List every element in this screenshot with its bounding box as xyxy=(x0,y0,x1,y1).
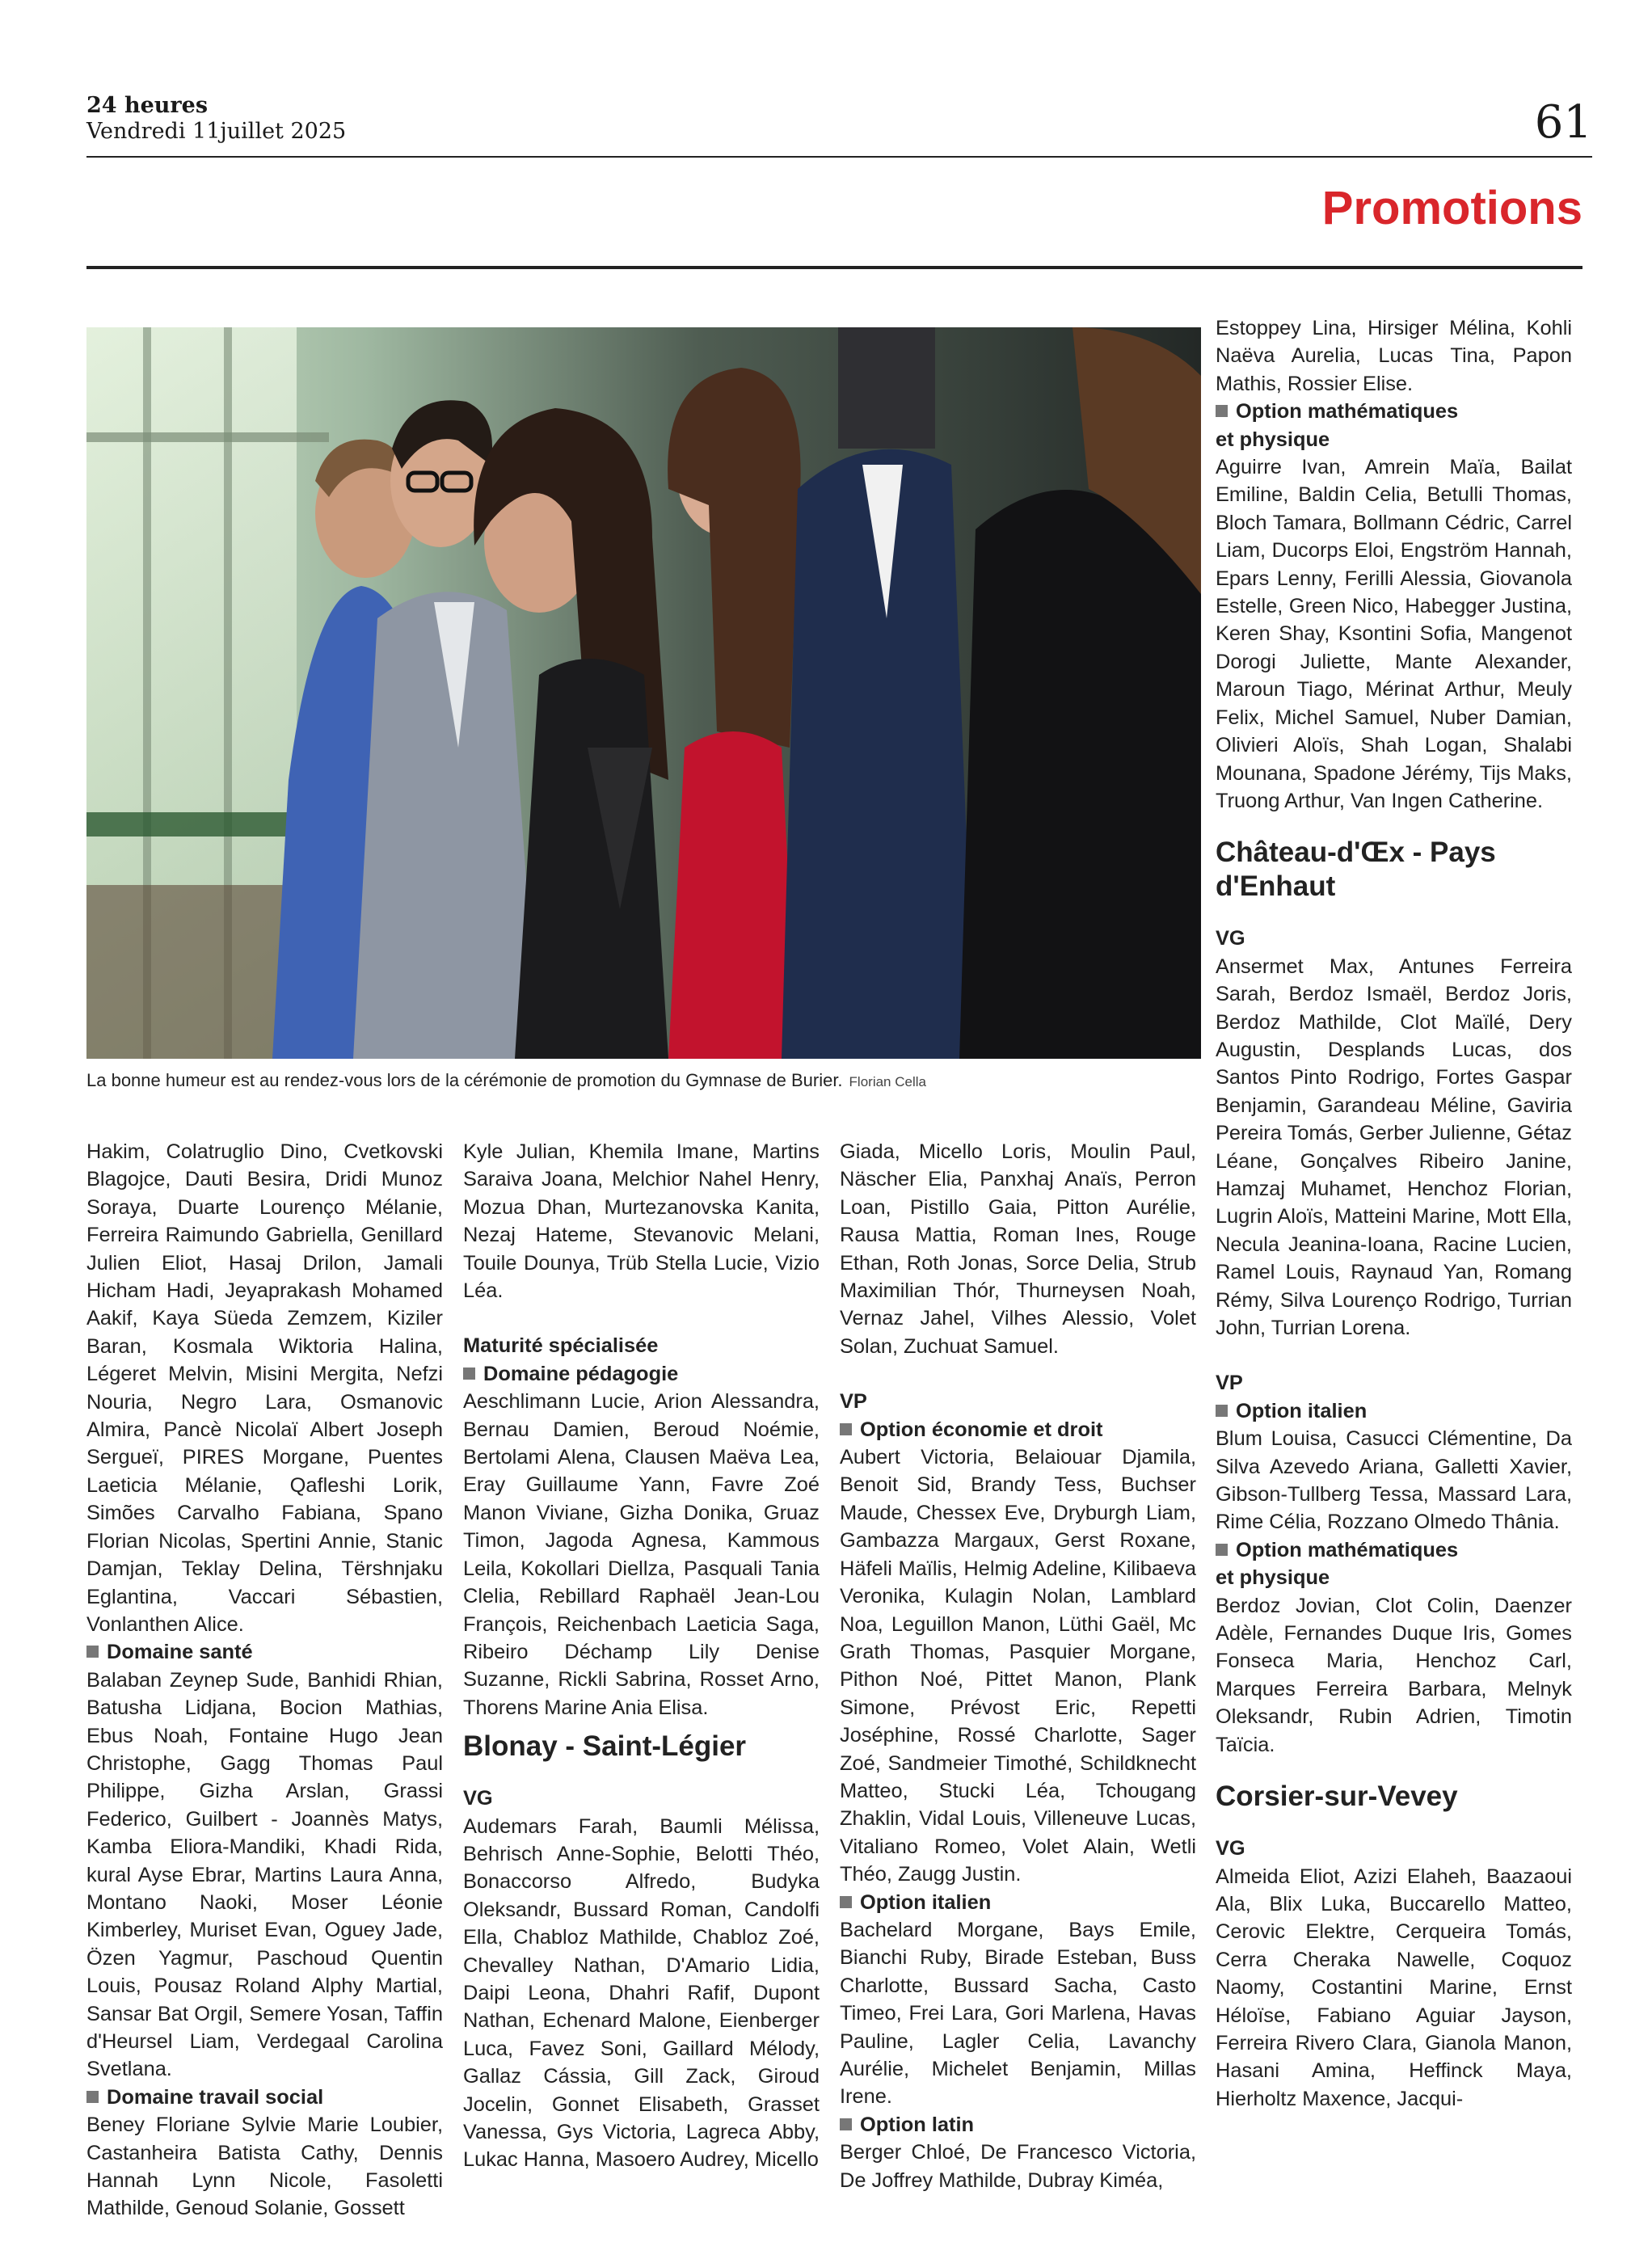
name-list: Estoppey Lina, Hirsiger Mélina, Kohli Naëva Aurelia, Lucas Tina, Papon Mathis, Rossier Elise. xyxy=(1216,317,1572,395)
column-4 xyxy=(1216,314,1572,2113)
subheading-et-physique: et physique xyxy=(1216,1566,1330,1590)
spacer xyxy=(840,1360,1196,1388)
heading-corsier-sur-vevey: Corsier-sur-Vevey xyxy=(1216,1780,1458,1813)
publication-date: Vendredi 11juillet 2025 xyxy=(86,119,347,144)
subheading-option-mathematiques: Option mathématiques xyxy=(1216,398,1572,425)
name-list: Aeschlimann Lucie, Arion Alessandra, Bernau Damien, Beroud Noémie, Bertolami Alena, Clausen Maëva Lea, Eray Guillaume Yann, Favre Zoé Manon Viviane, Gizha Donika, Gruaz Timon, Jagoda Agnesa, Kammous Leila, Kokollari Diellza, Pasquali Tania Clelia, Rebillard Raphaël Jean-Lou François, Reichenbach Laeticia Saga, Ribeiro Déchamp Lily Denise Suzanne, Rickli Sabrina, Rosset Arno, Thorens Marine Ania Elisa. xyxy=(463,1390,820,1719)
column-3 xyxy=(840,1138,1196,2194)
square-bullet-icon xyxy=(840,2118,852,2130)
subheading-option-mathematiques: Option mathématiques xyxy=(1216,1536,1572,1564)
name-list: Kyle Julian, Khemila Imane, Martins Saraiva Joana, Melchior Nahel Henry, Mozua Dhan, Murtezanovska Kanita, Nezaj Hateme, Stevanovic Melani, Touile Dounya, Trüb Stella Lucie, Vizio Léa. xyxy=(463,1140,820,1303)
spacer xyxy=(1216,1342,1572,1369)
subheading-domaine-travail-social: Domaine travail social xyxy=(86,2084,443,2111)
subheading-domaine-pedagogie: Domaine pédagogie xyxy=(463,1360,820,1388)
name-list: Berger Chloé, De Francesco Victoria, De Joffrey Mathilde, Dubray Kiméa, xyxy=(840,2141,1196,2192)
square-bullet-icon xyxy=(840,1423,852,1435)
square-bullet-icon xyxy=(463,1367,475,1380)
name-list: Balaban Zeynep Sude, Banhidi Rhian, Batusha Lidjana, Bocion Mathias, Ebus Noah, Fontaine Hugo Jean Christophe, Gagg Thomas Paul Philippe, Gizha Arslan, Grassi Federico, Guilbert - Joannès Matys, Kamba Eliora-Mandiki, Khadi Rida, kural Ayse Ebrar, Martins Laura Anna, Montano Naoki, Moser Léonie Kimberley, Muriset Evan, Oguey Jade, Özen Yagmur, Paschoud Quentin Louis, Pousaz Roland Alphy Martial, Sansar Bat Orgil, Semere Yosan, Taffin d'Heursel Liam, Verdegaal Carolina Svetlana. xyxy=(86,1668,443,2081)
page-number: 61 xyxy=(1534,96,1592,149)
name-list: Giada, Micello Loris, Moulin Paul, Näscher Elia, Panxhaj Anaïs, Perron Loan, Pistillo Gaia, Pitton Aurélie, Rausa Mattia, Roman Ines, Rouge Ethan, Roth Jonas, Sorce Delia, Strub Maximilian Thór, Thurneysen Noah, Vernaz Jahel, Vilhes Alessio, Volet Solan, Zuchuat Samuel. xyxy=(840,1140,1196,1358)
subheading-vp: VP xyxy=(1216,1372,1243,1395)
square-bullet-icon xyxy=(1216,405,1228,417)
ceremony-photo xyxy=(86,327,1201,1059)
square-bullet-icon xyxy=(1216,1544,1228,1556)
subheading-vp: VP xyxy=(840,1390,867,1414)
section-title: Promotions xyxy=(1321,182,1582,234)
name-list: Beney Floriane Sylvie Marie Loubier, Castanheira Batista Cathy, Dennis Hannah Lynn Nicole, Fasoletti Mathilde, Genoud Solanie, Gossett xyxy=(86,2113,443,2220)
name-list: Berdoz Jovian, Clot Colin, Daenzer Adèle, Fernandes Duque Iris, Gomes Fonseca Maria, Henchoz Carl, Marques Ferreira Barbara, Melnyk Oleksandr, Rubin Adrien, Timotin Taïcia. xyxy=(1216,1594,1572,1756)
subheading-option-economie-droit: Option économie et droit xyxy=(840,1416,1196,1443)
column-2 xyxy=(463,1138,820,2174)
header-rule xyxy=(86,156,1592,158)
heading-chateau-doex: Château-d'Œx - Pays d'Enhaut xyxy=(1216,837,1496,903)
name-list: Aubert Victoria, Belaiouar Djamila, Benoit Sid, Brandy Tess, Buchser Maude, Chessex Eve, Dryburgh Liam, Gambazza Margaux, Gerst Roxane, Häfeli Maïlis, Helmig Adeline, Kilibaeva Veronika, Kulagin Nolan, Lamblard Noa, Leguillon Manon, Lüthi Gaël, Mc Grath Thomas, Pasquier Morgane, Pithon Noé, Pittet Manon, Plank Simone, Prévost Eric, Repetti Joséphine, Rossé Charlotte, Sager Zoé, Sandmeier Timothé, Schildknecht Matteo, Stucki Léa, Tchougang Zhaklin, Vidal Louis, Villeneuve Lucas, Vitaliano Romeo, Volet Alain, Wetli Théo, Zaugg Justin. xyxy=(840,1446,1196,1886)
spacer xyxy=(463,1304,820,1332)
subheading-vg: VG xyxy=(1216,1837,1245,1861)
name-list: Bachelard Morgane, Bays Emile, Bianchi Ruby, Birade Esteban, Buss Charlotte, Bussard Sacha, Casto Timeo, Frei Lara, Gori Marlena, Havas Pauline, Lagler Celia, Lavanchy Aurélie, Michelet Benjamin, Millas Irene. xyxy=(840,1918,1196,2109)
subheading-et-physique: et physique xyxy=(1216,428,1330,451)
name-list: Blum Louisa, Casucci Clémentine, Da Silva Azevedo Ariana, Galletti Xavier, Gibson-Tullberg Tessa, Massard Lara, Rime Célia, Rozzano Olmedo Thânia. xyxy=(1216,1427,1572,1534)
name-list: Ansermet Max, Antunes Ferreira Sarah, Berdoz Ismaël, Berdoz Joris, Berdoz Mathilde, Clot Maïlé, Dery Augustin, Desplands Lucas, dos Santos Pinto Rodrigo, Fortes Gaspar Benjamin, Garandeau Méline, Gaviria Pereira Tomás, Gerber Julienne, Gétaz Léane, Gonçalves Ribeiro Janine, Hamzaj Muhamet, Henchoz Florian, Lugrin Aloïs, Matteini Marine, Mott Ella, Necula Jeanina-Ioana, Racine Lucien, Ramel Louis, Raynaud Yan, Romang Rémy, Silva Lourenço Rodrigo, Turrian John, Turrian Lorena. xyxy=(1216,955,1572,1339)
square-bullet-icon xyxy=(840,1896,852,1908)
name-list: Almeida Eliot, Azizi Elaheh, Baazaoui Ala, Blix Luka, Buccarello Matteo, Cerovic Elektre, Cerqueira Tomás, Cerra Cheraka Nawelle, Coquoz Naomy, Costantini Marine, Ernst Héloïse, Fabiano Aguiar Jayson, Ferreira Rivero Clara, Gianola Manon, Hasani Amina, Heffinck Maya, Hierholtz Maxence, Jacqui- xyxy=(1216,1865,1572,2110)
subheading-domaine-sante: Domaine santé xyxy=(86,1638,443,1666)
square-bullet-icon xyxy=(86,1646,99,1658)
square-bullet-icon xyxy=(86,2091,99,2103)
subheading-vg: VG xyxy=(1216,927,1245,950)
subheading-option-italien: Option italien xyxy=(1216,1397,1572,1425)
caption-text: La bonne humeur est au rendez-vous lors de la cérémonie de promotion du Gymnase de Burier. xyxy=(86,1070,843,1090)
masthead: 24 heures xyxy=(86,93,209,118)
square-bullet-icon xyxy=(1216,1405,1228,1417)
subheading-vg: VG xyxy=(463,1787,493,1810)
heading-blonay-saint-legier: Blonay - Saint-Légier xyxy=(463,1730,747,1763)
name-list: Audemars Farah, Baumli Mélissa, Behrisch Anne-Sophie, Belotti Théo, Bonaccorso Alfredo, Budyka Oleksandr, Bussard Roman, Candolfi Ella, Chabloz Mathilde, Chabloz Zoé, Chevalley Nathan, D'Amario Lidia, Daipi Leona, Dhahri Rafif, Dupont Nathan, Echenard Malone, Eienberger Luca, Favez Soni, Gaillard Mélody, Gallaz Cássia, Gill Zack, Giroud Jocelin, Gonnet Elisabeth, Grasset Vanessa, Gys Victoria, Lagreca Abby, Lukac Hanna, Masoero Audrey, Micello xyxy=(463,1814,820,2172)
photo-credit: Florian Cella xyxy=(849,1074,926,1089)
name-list: Hakim, Colatruglio Dino, Cvetkovski Blagojce, Dauti Besira, Dridi Munoz Soraya, Duarte Lourenço Mélanie, Ferreira Raimundo Gabriella, Genillard Julien Eliot, Hasaj Drilon, Jamali Hicham Hadi, Jeyaprakash Mohamed Aakif, Kaya Süeda Zemzem, Kiziler Baran, Kosmala Wiktoria Halina, Légeret Melvin, Misini Mergita, Nefzi Nouria, Negro Lara, Osmanovic Almira, Pancè Nicolaï Albert Joseph Sergueï, PIRES Morgane, Puentes Laeticia Mélanie, Qafleshi Lorik, Simões Carvalho Fabiana, Spano Florian Nicolas, Spertini Annie, Stanic Damjan, Teklay Delina, Tërshnjaku Eglantina, Vaccari Sébastien, Vonlanthen Alice. xyxy=(86,1140,443,1636)
column-1 xyxy=(86,1138,443,2223)
subheading-option-latin: Option latin xyxy=(840,2111,1196,2139)
subheading-option-italien: Option italien xyxy=(840,1889,1196,1916)
name-list: Aguirre Ivan, Amrein Maïa, Bailat Emiline, Baldin Celia, Betulli Thomas, Bloch Tamara, Bollmann Cédric, Carrel Liam, Ducorps Eloi, Engström Hannah, Epars Lenny, Ferilli Alessia, Giovanola Estelle, Green Nico, Habegger Justina, Keren Shay, Ksontini Sofia, Mangenot Dorogi Juliette, Mante Alexander, Maroun Tiago, Mérinat Arthur, Meuly Felix, Michel Samuel, Nuber Damian, Olivieri Aloïs, Shah Logan, Shalabi Mounana, Spadone Jérémy, Tijs Maks, Truong Arthur, Van Ingen Catherine. xyxy=(1216,456,1572,812)
subheading-maturite-specialisee: Maturité spécialisée xyxy=(463,1334,659,1358)
photo-caption xyxy=(86,1068,1202,1094)
section-rule xyxy=(86,266,1582,269)
